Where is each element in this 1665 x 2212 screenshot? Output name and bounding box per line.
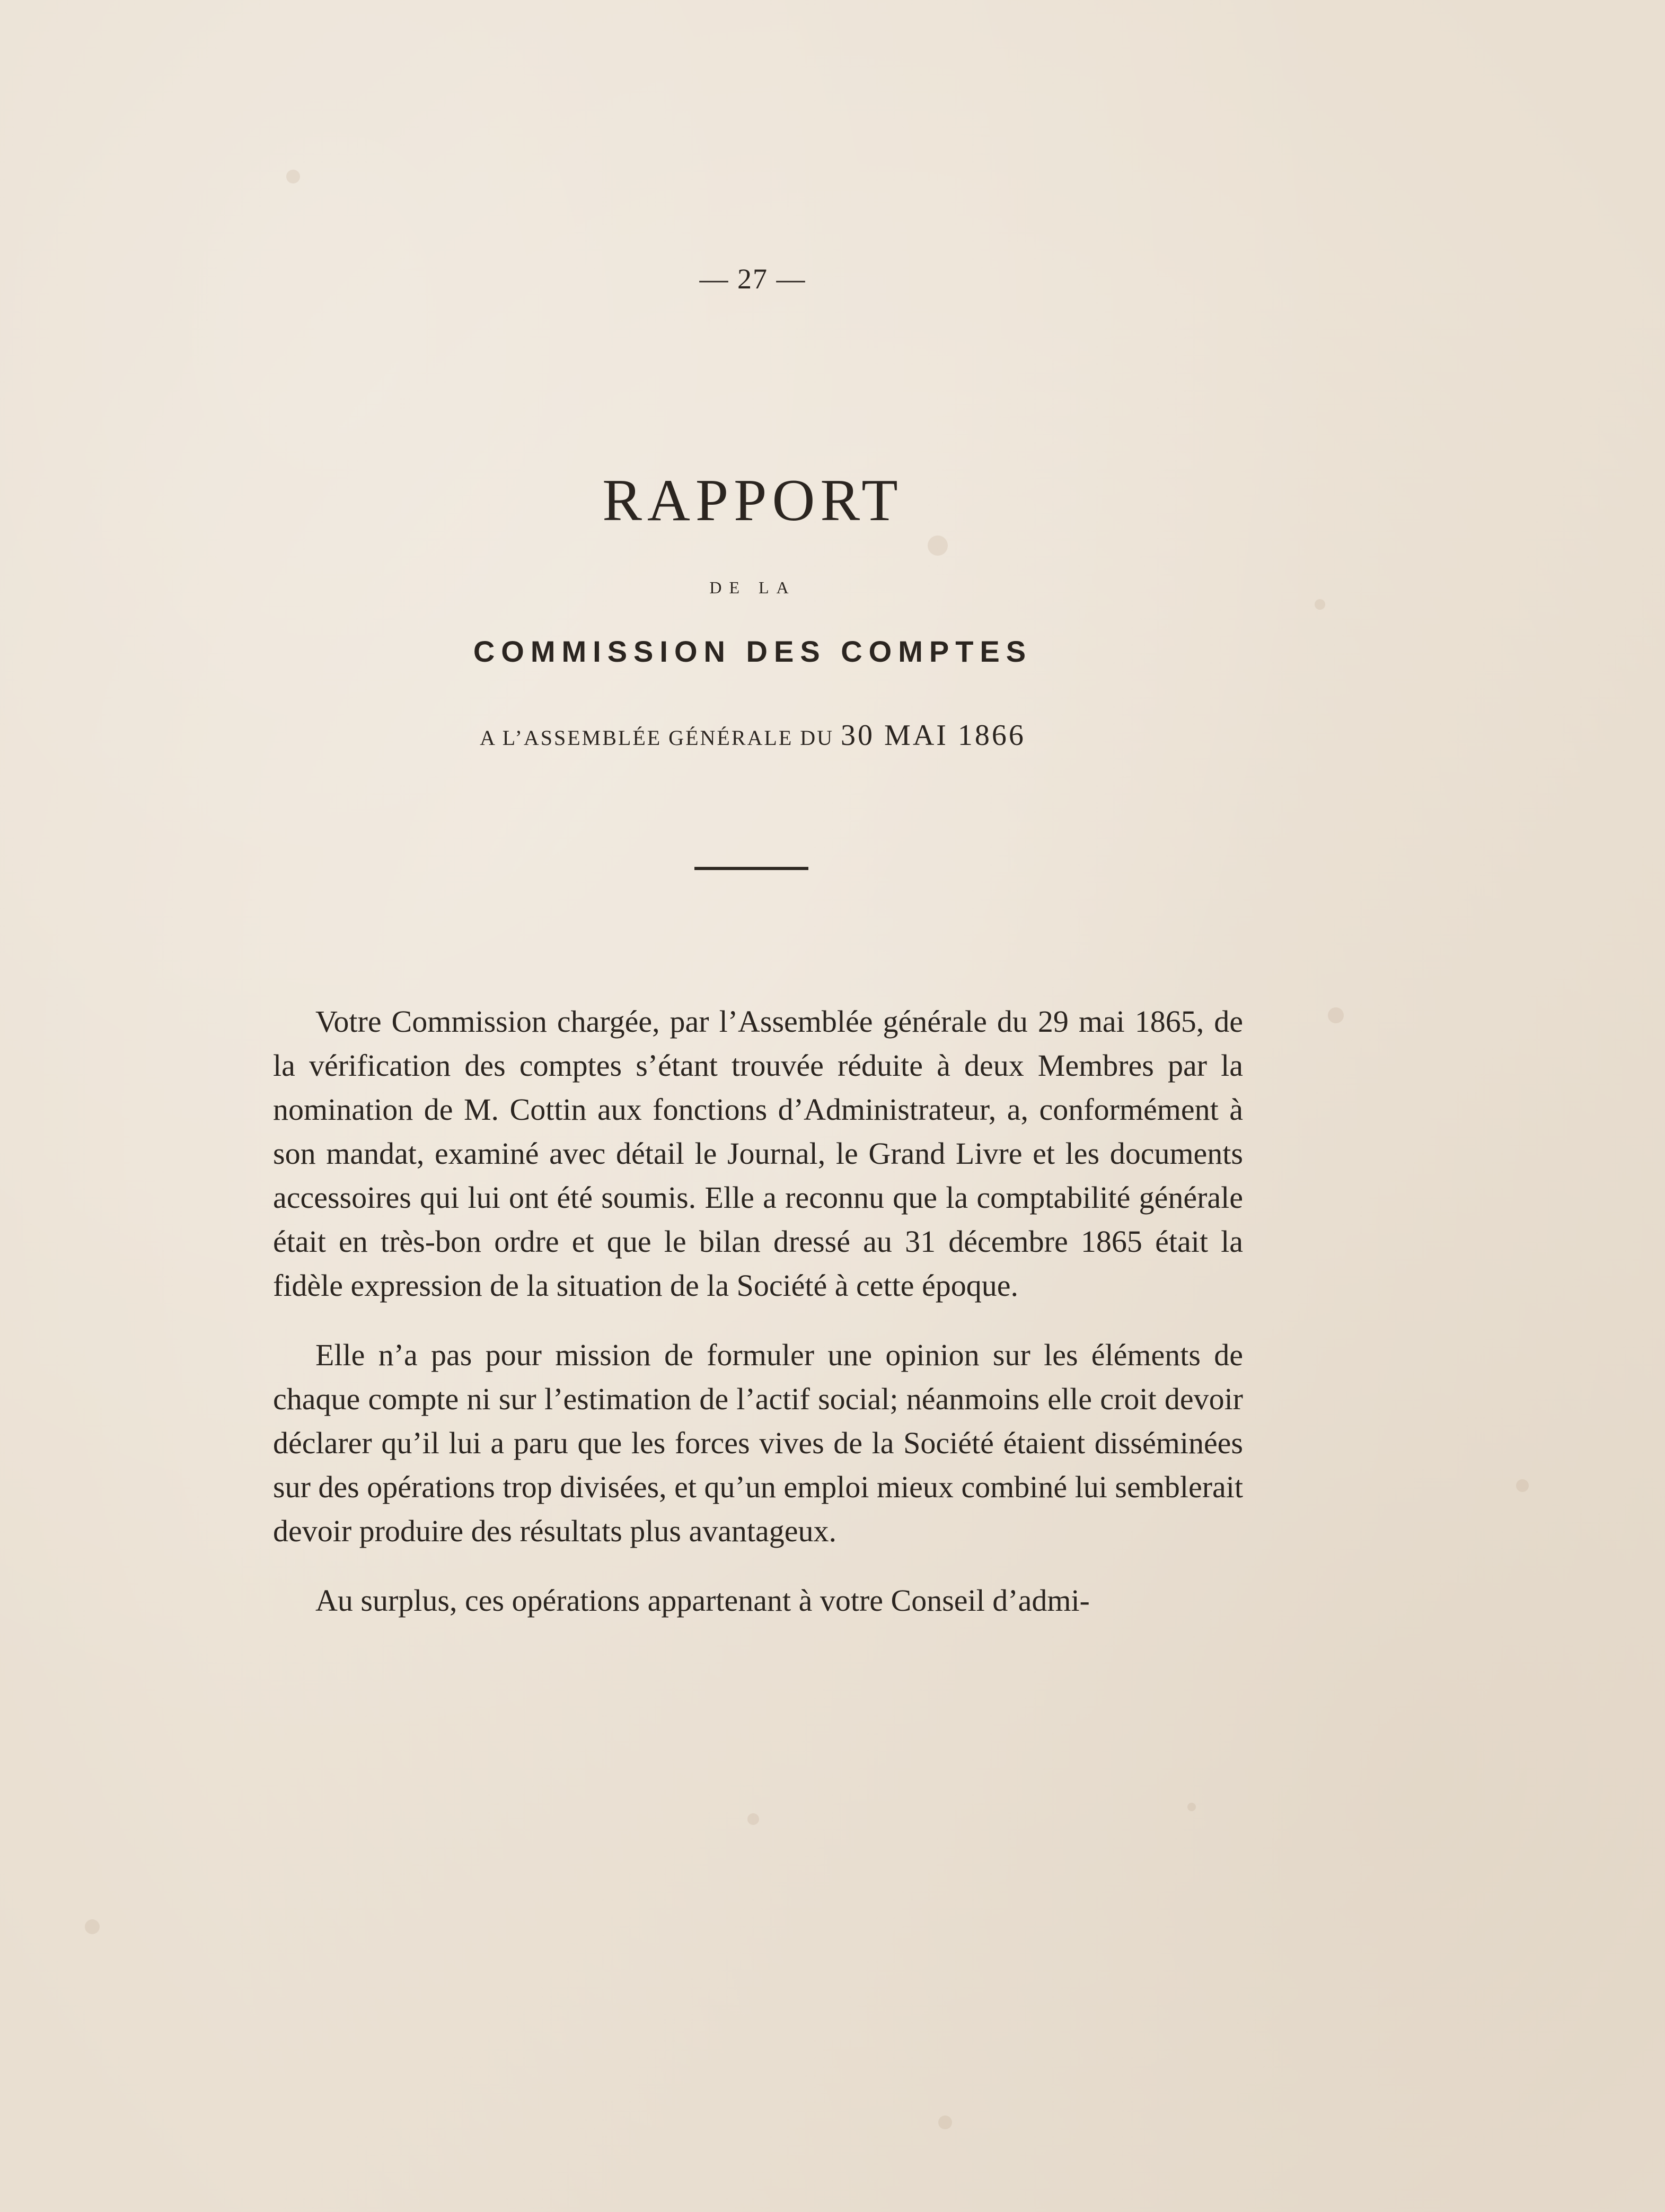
page-title: RAPPORT: [602, 468, 903, 533]
body-text: [273, 999, 1243, 1648]
subtitle-date-value: 30 MAI 1866: [841, 719, 1026, 752]
paper-spot: [286, 170, 300, 183]
paper-spot: [938, 2116, 952, 2129]
subtitle-date-prefix: A L’ASSEMBLÉE GÉNÉRALE DU: [480, 726, 834, 750]
page-number: — 27 —: [699, 263, 806, 295]
paper-spot: [1315, 599, 1325, 610]
paper-spot: [1516, 1479, 1529, 1492]
paper-spot: [747, 1813, 759, 1825]
paragraph: Elle n’a pas pour mission de formuler une opinion sur les éléments de chaque compte ni sur l’estimation de l’actif social; néanmoins elle croit devoir déclarer qu’il lui a paru que les forces vives de la Société étaient disséminées sur des opérations trop divisées, et qu’un emploi mieux combiné lui semblerait devoir produire des résultats plus avantageux.: [273, 1338, 1243, 1548]
paper-spot: [928, 536, 948, 556]
paper-spot: [1187, 1803, 1196, 1811]
paragraph: Votre Commission chargée, par l’Assemblée générale du 29 mai 1865, de la vérification des comptes s’étant trouvée réduite à deux Membres par la nomination de M. Cottin aux fonctions d’Administrateur, a, conformément à son mandat, examiné avec détail le Journal, le Grand Livre et les documents accessoires qui lui ont été soumis. Elle a reconnu que la comptabilité générale était en très-bon ordre et que le bilan dressé au 31 décembre 1865 était la fidèle expression de la situation de la Société à cette époque.: [273, 1004, 1243, 1303]
subtitle-article: DE LA: [709, 578, 796, 597]
subtitle-date-line: [0, 718, 1505, 752]
subtitle-commission: COMMISSION DES COMPTES: [473, 635, 1033, 668]
paragraph: Au surplus, ces opérations appartenant à votre Conseil d’admi-: [315, 1583, 1090, 1618]
paper-spot: [85, 1919, 100, 1934]
paper-spot: [1328, 1007, 1344, 1023]
section-divider: [694, 867, 808, 870]
